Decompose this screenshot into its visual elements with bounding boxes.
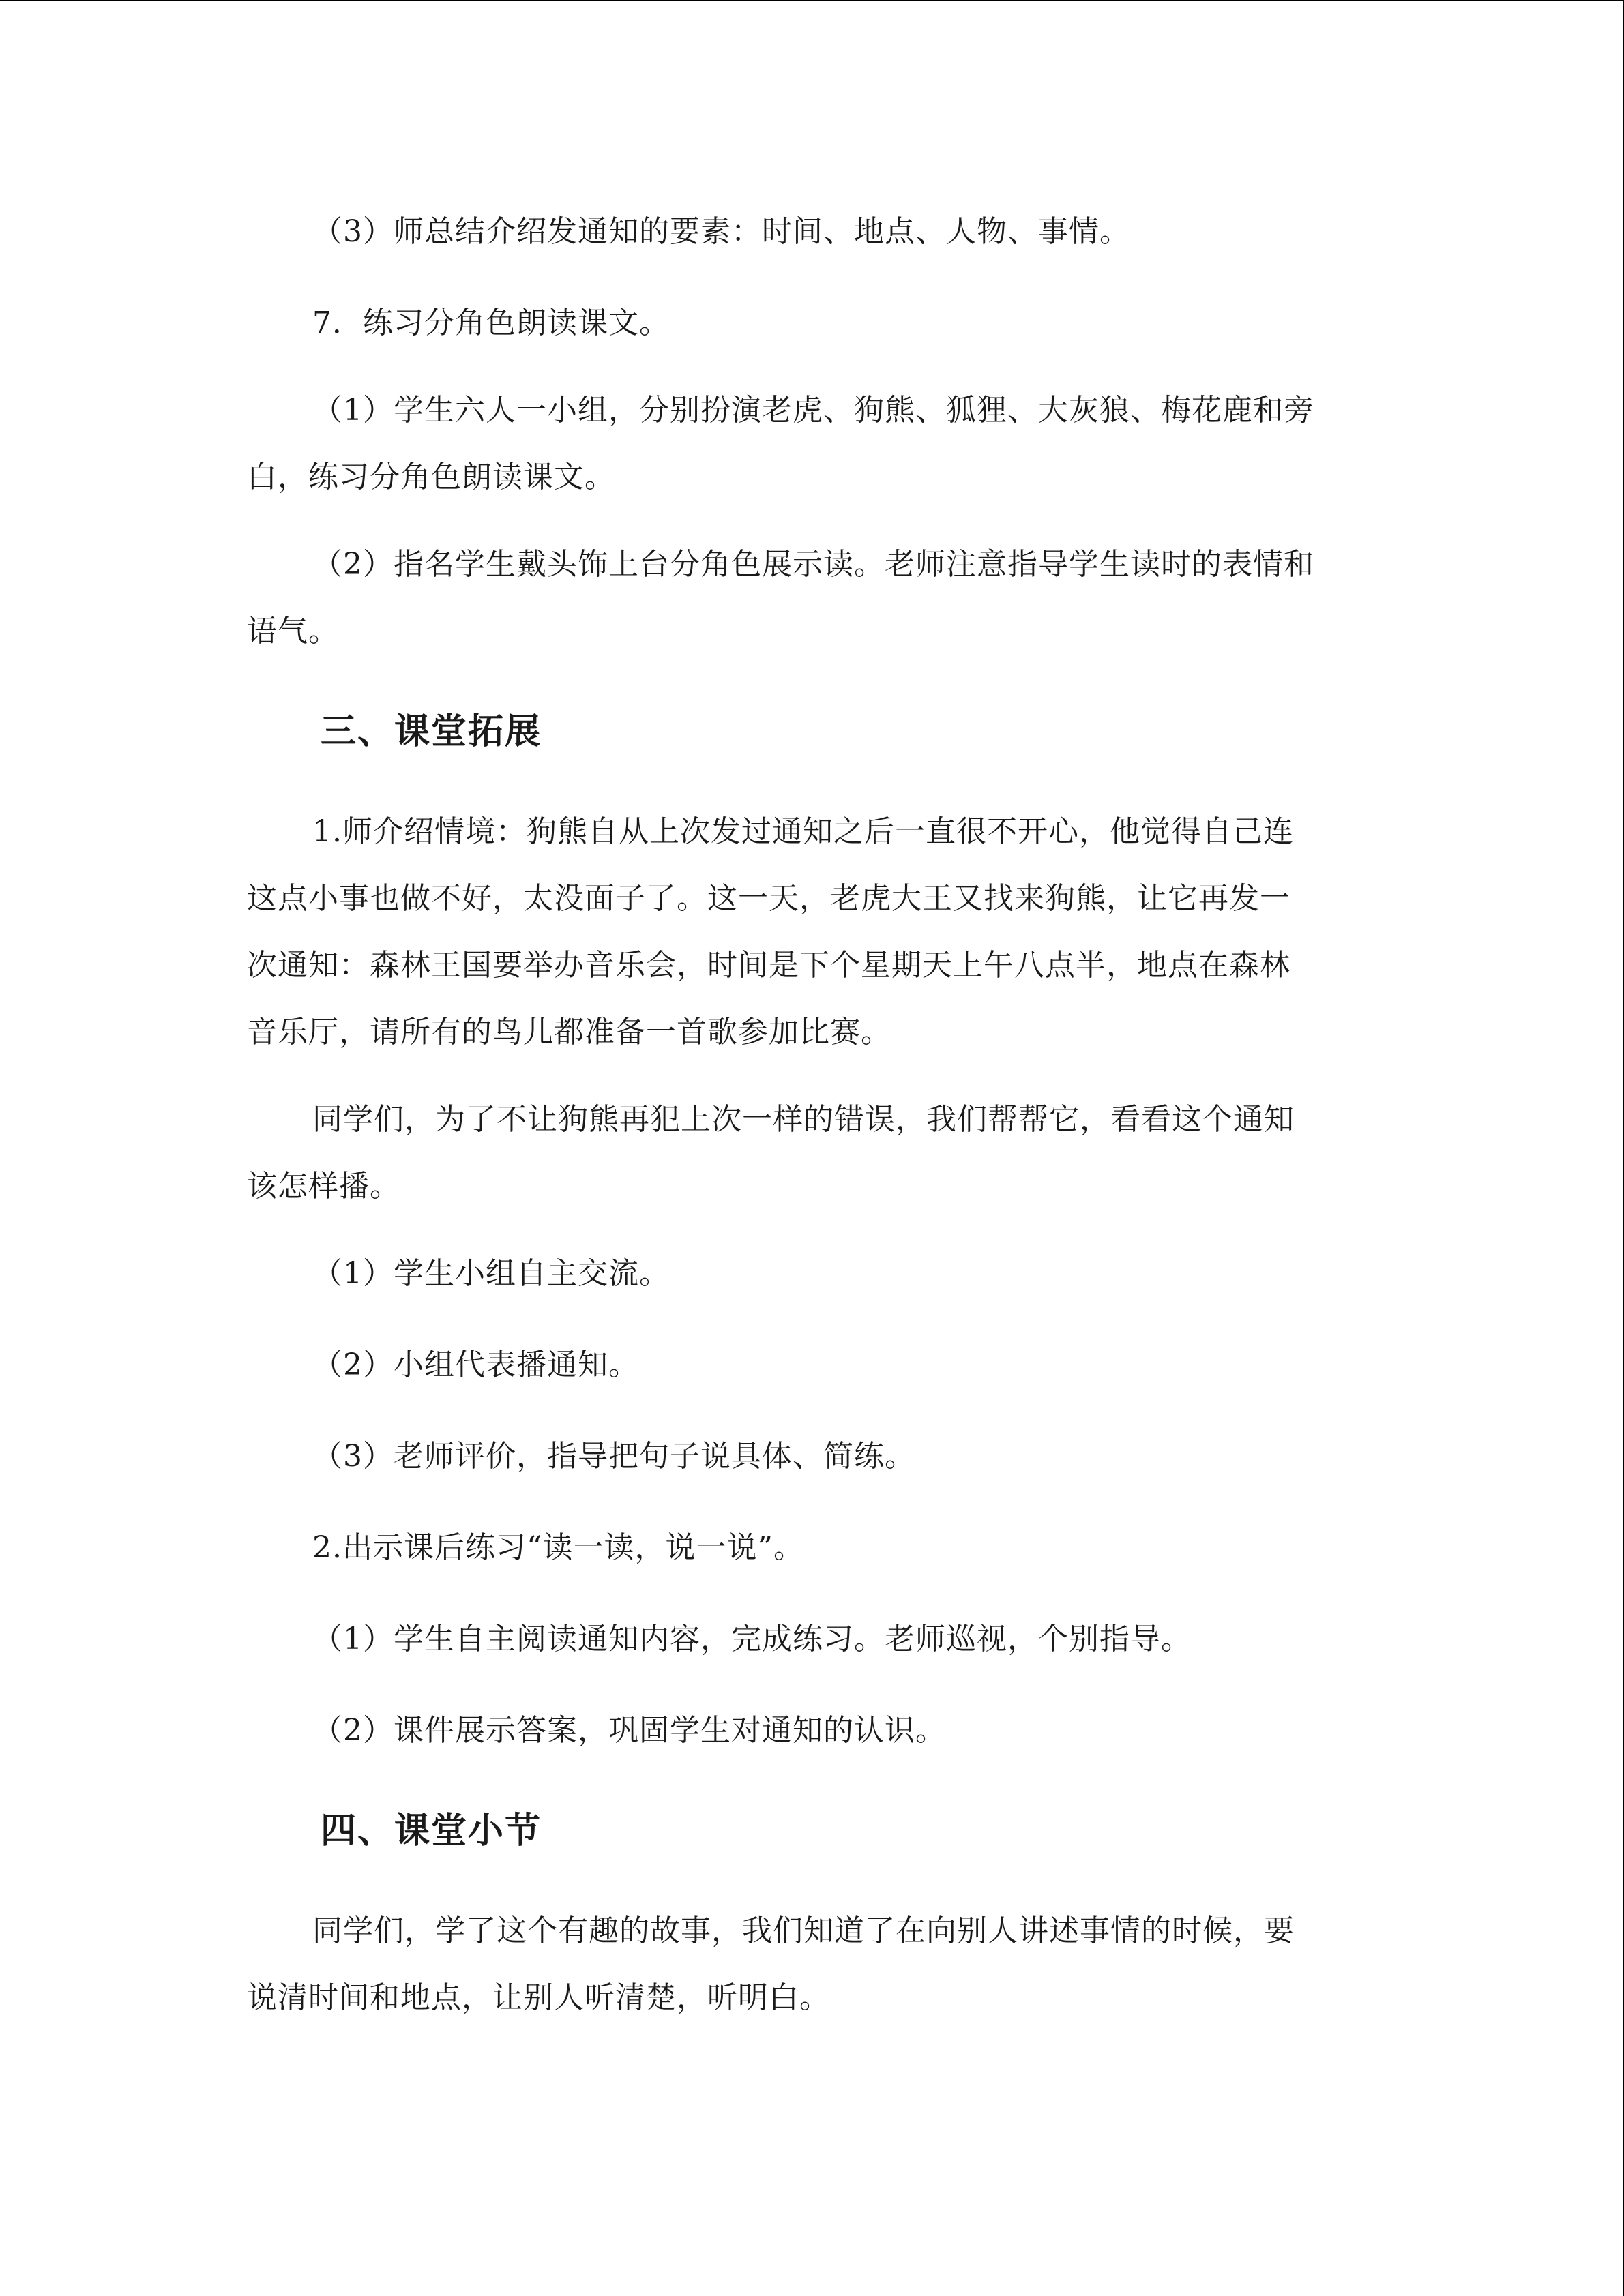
section-heading: 三、课堂拓展 — [321, 711, 542, 752]
paragraph-line: （3）师总结介绍发通知的要素：时间、地点、人物、事情。 — [312, 214, 1130, 249]
paragraph-line: 这点小事也做不好，太没面子了。这一天，老虎大王又找来狗熊，让它再发一 — [247, 881, 1290, 916]
paragraph-line: （2）指名学生戴头饰上台分角色展示读。老师注意指导学生读时的表情和 — [312, 547, 1314, 582]
paragraph-line: 次通知：森林王国要举办音乐会，时间是下个星期天上午八点半，地点在森林 — [247, 948, 1290, 983]
paragraph-line: 1.师介绍情境：狗熊自从上次发过通知之后一直很不开心，他觉得自己连 — [312, 814, 1294, 849]
paragraph-line: （2）小组代表播通知。 — [312, 1347, 639, 1382]
paragraph-line: 同学们，为了不让狗熊再犯上次一样的错误，我们帮帮它，看看这个通知 — [312, 1102, 1295, 1137]
paragraph-line: 音乐厅，请所有的鸟儿都准备一首歌参加比赛。 — [247, 1015, 891, 1049]
paragraph-line: 2.出示课后练习“读一读，说一说”。 — [312, 1530, 804, 1565]
paragraph-line: 7．练习分角色朗读课文。 — [312, 305, 670, 340]
paragraph-line: 该怎样播。 — [247, 1169, 400, 1204]
paragraph-line: 同学们，学了这个有趣的故事，我们知道了在向别人讲述事情的时候，要 — [312, 1913, 1295, 1948]
paragraph-line: （2）课件展示答案，巩固学生对通知的认识。 — [312, 1713, 946, 1748]
paragraph-line: （3）老师评价，指导把句子说具体、简练。 — [312, 1439, 915, 1474]
paragraph-line: 语气。 — [247, 614, 339, 648]
section-heading: 四、课堂小节 — [321, 1810, 542, 1851]
paragraph-line: （1）学生小组自主交流。 — [312, 1256, 670, 1291]
paragraph-line: 白，练习分角色朗读课文。 — [247, 460, 615, 494]
paragraph-line: 说清时间和地点，让别人听清楚，听明白。 — [247, 1980, 830, 2015]
paragraph-line: （1）学生六人一小组，分别扮演老虎、狗熊、狐狸、大灰狼、梅花鹿和旁 — [312, 393, 1314, 428]
paragraph-line: （1）学生自主阅读通知内容，完成练习。老师巡视，个别指导。 — [312, 1622, 1192, 1656]
